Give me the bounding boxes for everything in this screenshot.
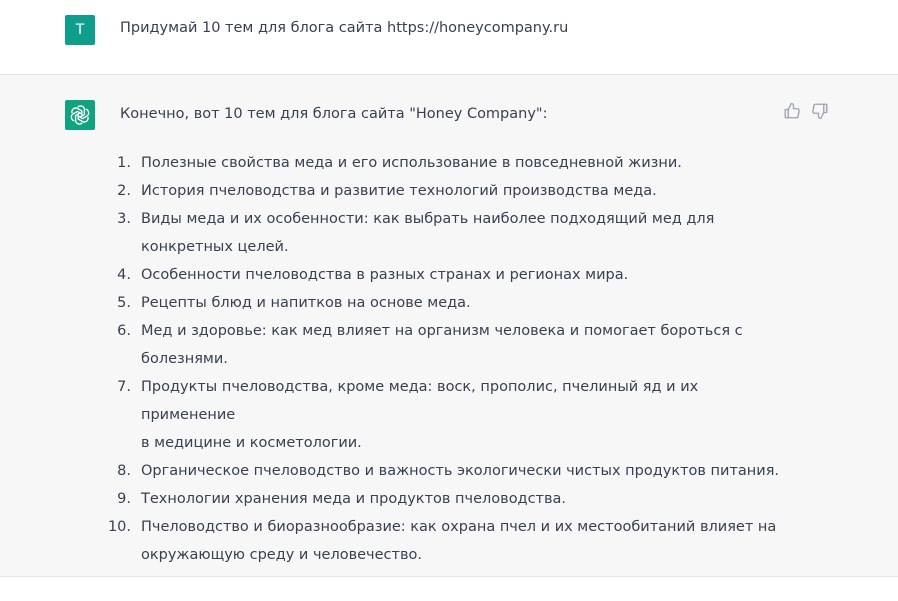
- list-item: [105, 261, 785, 289]
- list-item-text-continued: в медицине и косметологии.: [141, 435, 362, 451]
- list-item-text-continued: окружающую среду и человечество.: [141, 547, 422, 563]
- list-item-text: Полезные свойства меда и его использование в повседневной жизни.: [141, 155, 682, 171]
- list-item-text: Виды меда и их особенности: как выбрать наиболее подходящий мед для: [141, 211, 715, 227]
- assistant-message-row: [0, 75, 898, 577]
- thumbs-up-icon: [783, 102, 801, 120]
- user-message-row: [0, 0, 898, 75]
- thumbs-down-button[interactable]: [811, 102, 829, 120]
- list-item-number: 4.: [117, 267, 131, 283]
- thumbs-down-icon: [811, 102, 829, 120]
- assistant-intro-text: Конечно, вот 10 тем для блога сайта "Honey Company":: [120, 106, 548, 122]
- list-item: [105, 177, 785, 205]
- blog-topics-list: [105, 149, 785, 569]
- list-item-number: 9.: [117, 491, 131, 507]
- list-item-number: 5.: [117, 295, 131, 311]
- list-item: [105, 205, 785, 261]
- list-item-text: Мед и здоровье: как мед влияет на организм человека и помогает бороться с: [141, 323, 743, 339]
- list-item-text: История пчеловодства и развитие технологий производства меда.: [141, 183, 657, 199]
- list-item-text: Технологии хранения меда и продуктов пчеловодства.: [141, 491, 567, 507]
- list-item: [105, 317, 785, 373]
- list-item-number: 1.: [117, 155, 131, 171]
- list-item-text: Рецепты блюд и напитков на основе меда.: [141, 295, 471, 311]
- list-item-text: Продукты пчеловодства, кроме меда: воск, прополис, пчелиный яд и их применение: [141, 379, 699, 423]
- list-item-number: 2.: [117, 183, 131, 199]
- list-item-text: Органическое пчеловодство и важность экологически чистых продуктов питания.: [141, 463, 780, 479]
- list-item-number: 7.: [117, 379, 131, 395]
- list-item-number: 8.: [117, 463, 131, 479]
- assistant-avatar: [65, 100, 95, 130]
- list-item-number: 6.: [117, 323, 131, 339]
- list-item-text-continued: болезнями.: [141, 351, 228, 367]
- list-item-number: 10.: [107, 519, 131, 535]
- list-item-text: Пчеловодство и биоразнообразие: как охрана пчел и их местообитаний влияет на: [141, 519, 777, 535]
- openai-logo-icon: [69, 104, 91, 126]
- list-item: [105, 485, 785, 513]
- list-item-text-continued: конкретных целей.: [141, 239, 289, 255]
- thumbs-up-button[interactable]: [783, 102, 801, 120]
- user-message-text: Придумай 10 тем для блога сайта https://honeycompany.ru: [120, 20, 569, 36]
- list-item: [105, 457, 785, 485]
- list-item: [105, 289, 785, 317]
- list-item: [105, 513, 785, 569]
- list-item: [105, 149, 785, 177]
- list-item-number: 3.: [117, 211, 131, 227]
- list-item: [105, 373, 785, 457]
- user-avatar: T: [65, 15, 95, 45]
- list-item-text: Особенности пчеловодства в разных странах и регионах мира.: [141, 267, 629, 283]
